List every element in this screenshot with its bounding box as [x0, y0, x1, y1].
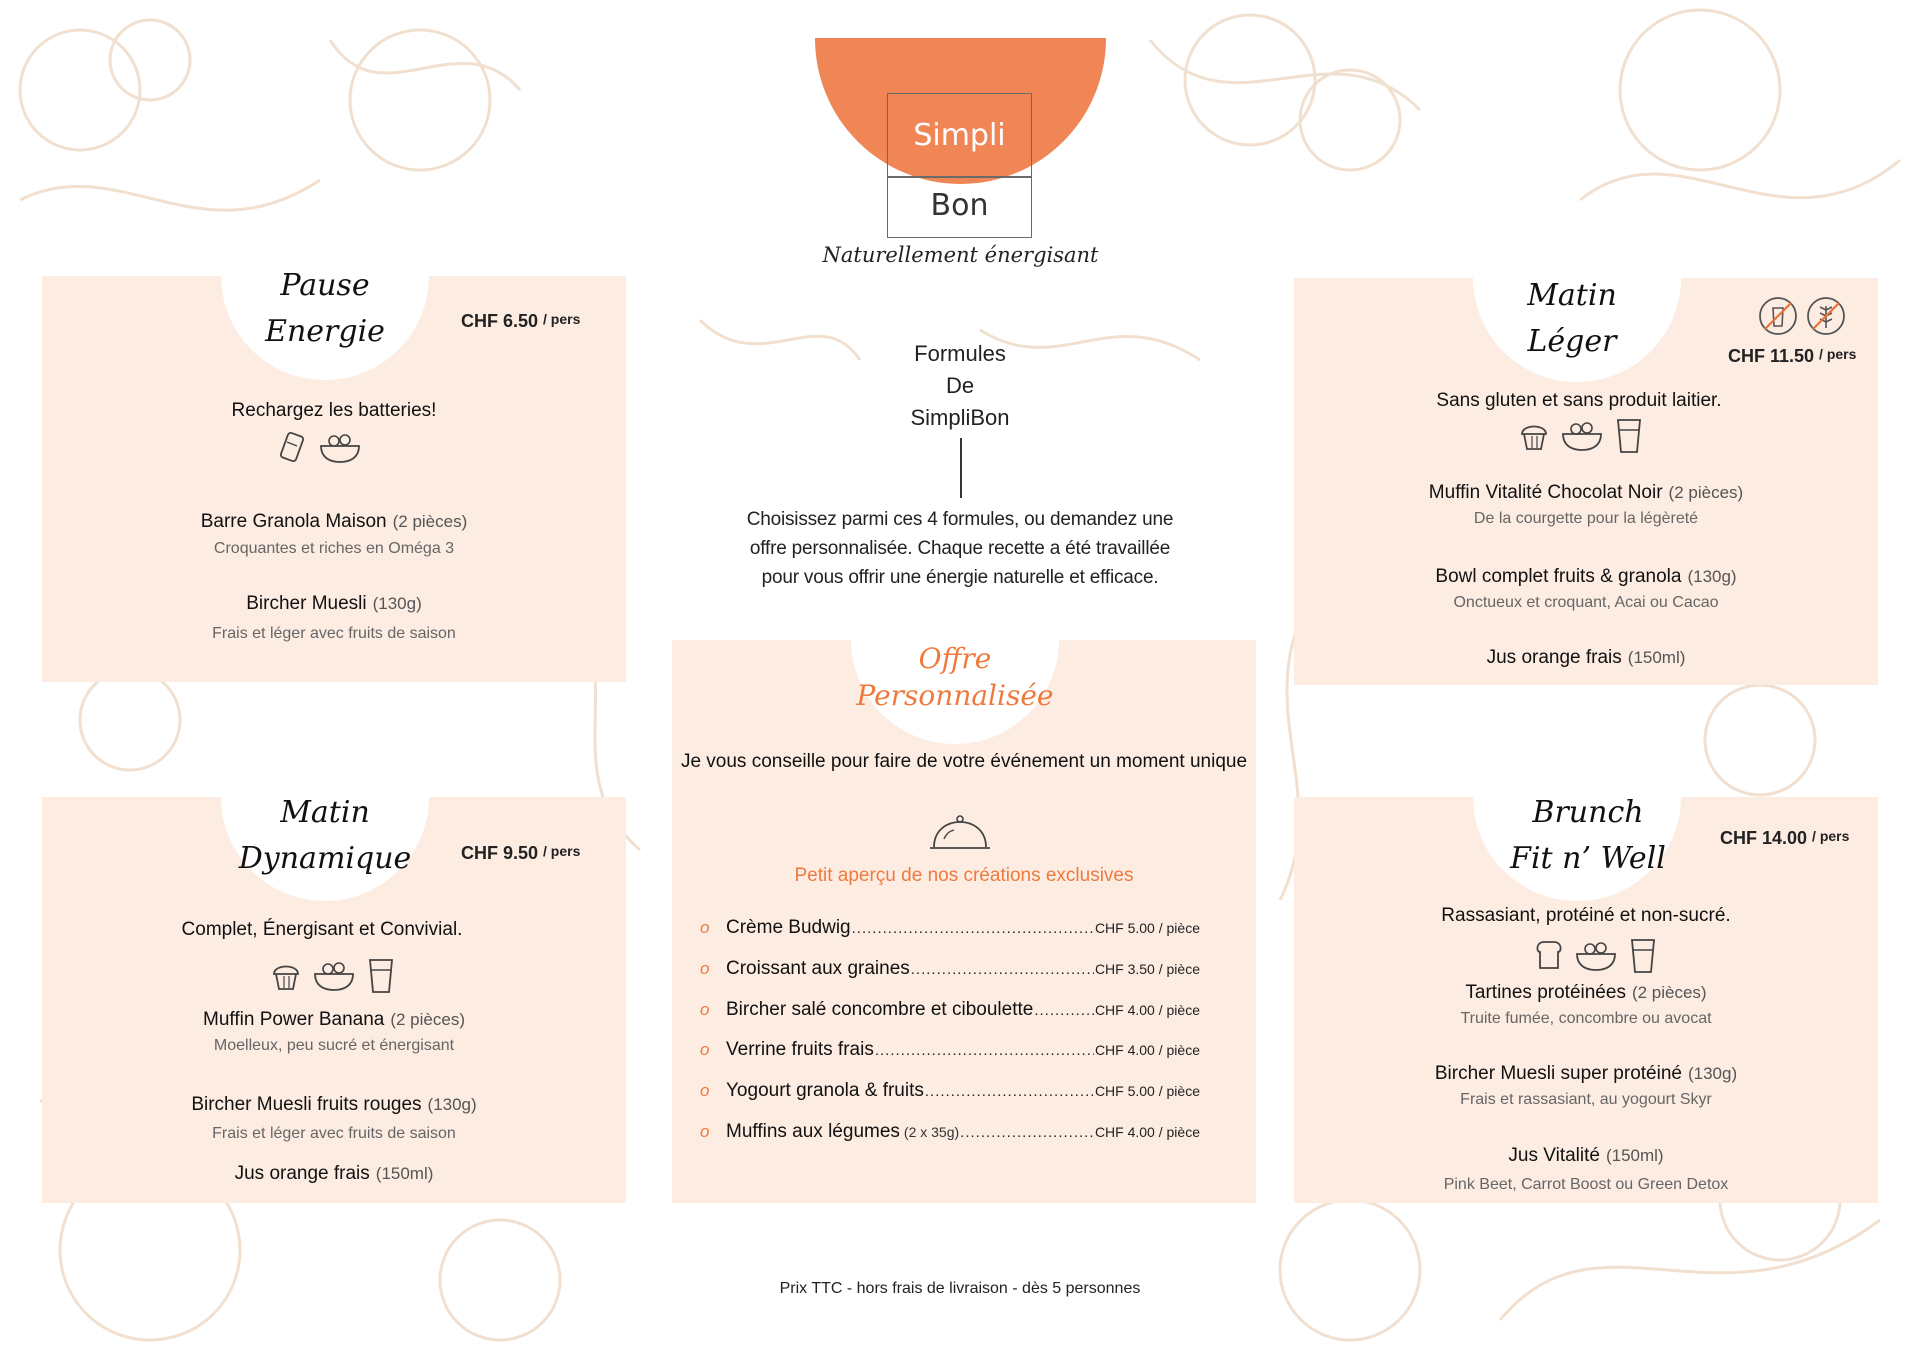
offre-item-name: Yogourt granola & fruits — [726, 1080, 924, 1101]
menu-item-desc: Pink Beet, Carrot Boost ou Green Detox — [1443, 1176, 1729, 1193]
item-qty: (2 pièces) — [392, 512, 468, 531]
intro-title — [860, 338, 1060, 434]
menu-item-name — [42, 593, 626, 615]
tagline: Naturellement énergisant — [822, 243, 1099, 267]
bowl-icon — [1560, 418, 1604, 452]
menu-item-name — [1294, 1145, 1878, 1167]
menu-item-desc: Croquantes et riches en Oméga 3 — [213, 540, 455, 557]
item-qty: (150ml) — [1605, 1146, 1664, 1165]
intro-title-line: SimpliBon — [910, 405, 1010, 430]
menu-item-desc: Frais et rassasiant, au yogourt Skyr — [1460, 1091, 1712, 1108]
item-qty: (150ml) — [1627, 648, 1686, 667]
offre-item — [700, 999, 1200, 1027]
menu-item-name — [1294, 982, 1878, 1004]
item-qty: (130g) — [427, 1095, 477, 1114]
card-title-dynamique — [205, 790, 445, 882]
offre-item-price: CHF 5.00 / pièce — [1094, 920, 1200, 936]
offre-item-qty: (2 x 35g) — [903, 1124, 960, 1140]
offre-item-price: CHF 4.00 / pièce — [1094, 1124, 1200, 1140]
offre-item — [700, 1039, 1200, 1067]
intro-divider — [960, 438, 962, 498]
granola-bar-icon — [278, 430, 308, 464]
price-value: CHF 14.00 — [1720, 828, 1808, 848]
offre-item — [700, 958, 1200, 986]
offre-item-price: CHF 3.50 / pièce — [1094, 961, 1200, 977]
offre-apercu: Petit aperçu de nos créations exclusives — [794, 865, 1134, 886]
price-unit: / pers — [1819, 346, 1857, 362]
menu-item-name — [1294, 482, 1878, 504]
offre-item-name: Muffins aux légumes — [726, 1121, 900, 1142]
diet-badges — [1758, 296, 1846, 336]
title-line: Léger — [1527, 324, 1617, 359]
title-line: Offre — [918, 642, 992, 675]
cloche-icon — [928, 813, 992, 853]
price-dynamique — [461, 843, 580, 864]
item-label: Jus orange frais — [1486, 647, 1622, 668]
bullet-icon: o — [700, 918, 710, 937]
muffin-icon — [1518, 418, 1550, 452]
card-title-leger — [1452, 273, 1692, 365]
title-line: Pause — [280, 268, 370, 303]
menu-item-name — [1294, 1063, 1878, 1085]
price-unit: / pers — [543, 311, 581, 327]
title-line: Brunch — [1532, 795, 1644, 830]
leader-dots — [852, 920, 1094, 937]
price-pause — [461, 311, 580, 332]
item-label: Muffin Power Banana — [203, 1009, 385, 1030]
card-subtitle: Rassasiant, protéiné et non-sucré. — [1441, 905, 1731, 926]
title-line: Matin — [1527, 278, 1617, 313]
title-line: Dynamique — [238, 841, 412, 876]
item-label: Bircher Muesli — [246, 593, 367, 614]
price-brunch — [1720, 828, 1849, 849]
logo-text-bon: Bon — [930, 188, 989, 223]
menu-item-desc: Truite fumée, concombre ou avocat — [1460, 1010, 1712, 1027]
item-qty: (150ml) — [375, 1164, 434, 1183]
price-value: CHF 6.50 — [461, 311, 539, 331]
toast-icon — [1534, 938, 1564, 970]
price-unit: / pers — [543, 843, 581, 859]
icon-row — [278, 430, 362, 464]
offre-item-name: Bircher salé concombre et ciboulette — [726, 999, 1034, 1020]
bullet-icon: o — [700, 1040, 710, 1059]
intro-title-line: Formules — [914, 341, 1006, 366]
menu-item-name — [42, 1163, 626, 1185]
menu-item-desc: Moelleux, peu sucré et énergisant — [213, 1037, 455, 1054]
title-line: Energie — [265, 314, 385, 349]
intro-text: Choisissez parmi ces 4 formules, ou demandez une offre personnalisée. Chaque recette a été travaillée pour vous offrir une énergie naturelle et efficace. — [746, 509, 1174, 588]
menu-item-desc: Onctueux et croquant, Acai ou Cacao — [1453, 594, 1719, 611]
no-gluten-icon — [1806, 296, 1846, 336]
bullet-icon: o — [700, 1081, 710, 1100]
item-qty: (2 pièces) — [390, 1010, 465, 1029]
offre-item — [700, 1121, 1200, 1149]
glass-icon — [1614, 418, 1644, 454]
intro-title-line: De — [945, 373, 975, 398]
menu-item-name — [1294, 647, 1878, 669]
leader-dots — [1034, 1002, 1094, 1019]
card-subtitle: Rechargez les batteries! — [231, 400, 437, 421]
menu-item-desc: Frais et léger avec fruits de saison — [212, 1125, 456, 1142]
offre-intro: Je vous conseille pour faire de votre événement un moment unique — [680, 751, 1248, 772]
menu-item-desc: Frais et léger avec fruits de saison — [212, 625, 456, 642]
bowl-icon — [318, 430, 362, 464]
leader-dots — [875, 1042, 1094, 1059]
item-qty: (130g) — [1687, 567, 1737, 586]
logo-text-simpli: Simpli — [913, 118, 1006, 153]
card-subtitle: Sans gluten et sans produit laitier. — [1436, 390, 1722, 411]
no-dairy-icon — [1758, 296, 1798, 336]
offre-item-price: CHF 4.00 / pièce — [1094, 1042, 1200, 1058]
price-unit: / pers — [1812, 828, 1850, 844]
item-qty: (2 pièces) — [1668, 483, 1744, 502]
card-title-brunch — [1468, 790, 1708, 882]
menu-item-name — [42, 511, 626, 533]
item-label: Muffin Vitalité Chocolat Noir — [1428, 482, 1663, 503]
title-line: Personnalisée — [856, 679, 1054, 712]
price-value: CHF 11.50 — [1728, 346, 1815, 366]
item-label: Barre Granola Maison — [200, 511, 387, 532]
item-qty: (130g) — [372, 594, 422, 613]
menu-item-desc: De la courgette pour la légèreté — [1473, 510, 1699, 527]
offre-item-price: CHF 5.00 / pièce — [1094, 1083, 1200, 1099]
glass-icon — [366, 958, 396, 994]
item-label: Jus orange frais — [234, 1163, 370, 1184]
item-label: Bircher Muesli fruits rouges — [191, 1094, 422, 1115]
leader-dots — [911, 961, 1094, 978]
leader-dots — [925, 1083, 1094, 1100]
card-title-offre — [835, 640, 1075, 714]
bullet-icon: o — [700, 1122, 710, 1141]
offre-item-price: CHF 4.00 / pièce — [1094, 1002, 1200, 1018]
menu-item-name — [42, 1094, 626, 1116]
bowl-icon — [1574, 938, 1618, 972]
footer-note: Prix TTC - hors frais de livraison - dès 5 personnes — [779, 1280, 1141, 1297]
item-label: Bowl complet fruits & granola — [1435, 566, 1682, 587]
title-line: Matin — [280, 795, 370, 830]
offre-item-name: Crème Budwig — [726, 917, 851, 938]
menu-item-name — [1294, 566, 1878, 588]
icon-row — [270, 958, 396, 994]
menu-item-name — [42, 1009, 626, 1031]
item-qty: (130g) — [1687, 1064, 1738, 1083]
icon-row — [1534, 938, 1658, 974]
offre-item — [700, 917, 1200, 945]
offre-item-name: Verrine fruits frais — [726, 1039, 874, 1060]
price-value: CHF 9.50 — [461, 843, 539, 863]
card-title-pause — [205, 263, 445, 355]
glass-icon — [1628, 938, 1658, 974]
item-label: Bircher Muesli super protéiné — [1434, 1063, 1682, 1084]
leader-dots — [960, 1124, 1094, 1141]
price-leger — [1728, 346, 1856, 367]
bullet-icon: o — [700, 1000, 710, 1019]
icon-row — [1518, 418, 1644, 454]
bowl-icon — [312, 958, 356, 992]
muffin-icon — [270, 958, 302, 992]
offre-item — [700, 1080, 1200, 1108]
card-subtitle: Complet, Énergisant et Convivial. — [181, 919, 463, 940]
offre-item-name: Croissant aux graines — [726, 958, 910, 979]
bullet-icon: o — [700, 959, 710, 978]
logo-divider — [887, 176, 1032, 178]
title-line: Fit n’ Well — [1510, 841, 1666, 876]
item-label: Jus Vitalité — [1508, 1145, 1600, 1166]
item-qty: (2 pièces) — [1631, 983, 1707, 1002]
item-label: Tartines protéinées — [1465, 982, 1626, 1003]
